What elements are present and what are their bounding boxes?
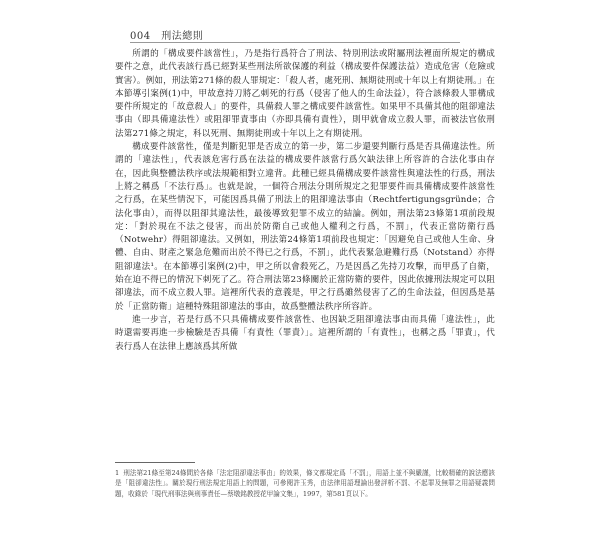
footnote xyxy=(115,468,495,499)
page-header xyxy=(130,27,203,42)
footnote-rule xyxy=(115,462,195,463)
page-number: 004 xyxy=(130,31,151,42)
paragraph-3: 進一步言，若是行爲不只具備構成要件該當性、也因缺乏阻卻違法事由而具備「違法性」，此時還需要再進一步檢驗是否具備「有責性（罪責）」。這裡所謂的「有責性」，也稱之爲「罪責」，代表行爲人在法律上應該爲其所做 xyxy=(115,314,495,352)
footnote-mark: 1 xyxy=(115,469,120,477)
paragraph-1: 所謂的「構成要件該當性」，乃是指行爲符合了刑法、特別刑法或附屬刑法裡面所規定的構成要件之意，此代表該行爲已經對某些刑法所欲保護的利益（構成要件保護法益）造成危害（危險或實害）。例如，刑法第271條的殺人罪規定：「殺人者，處死刑、無期徒刑或十年以上有期徒刑。」在本節導引案例(1)中，甲故意持刀將乙刺死的行爲（侵害了他人的生命法益），符合該條殺人罪構成要件所規定的「故意殺人」的要件，具備殺人罪之構成要件該當性。如果甲不具備其他的阻卻違法事由（即具備違法性）或阻卻罪責事由（亦即具備有責性），則甲就會成立殺人罪，而被法官依刑法第271條之規定，科以死刑、無期徒刑或十年以上之有期徒刑。 xyxy=(115,49,495,139)
body-text xyxy=(115,48,495,354)
header-rule xyxy=(130,42,460,43)
paragraph-2: 構成要件該當性，僅是判斷犯罪是否成立的第一步，第二步還要判斷行爲是否具備違法性。所謂的「違法性」，代表該危害行爲在法益的構成要件該當行爲欠缺法律上所容許的合法化事由存在，因此與整體法秩序或法規範相對立違背。此種已經具備構成要件該當性與違法性的行爲，刑法上將之稱爲「不法行爲」。也就是說，一個符合刑法分則所規定之犯罪要件而具備構成要件該當性之行爲，在某些情況下，可能因爲具備了刑法上的阻卻違法事由（Rechtfertigungsgründe；合法化事由），而得以阻卻其違法性，最後導致犯罪不成立的結論。例如，刑法第23條第1項前段規定：「對於現在不法之侵害，而出於防衛自己或他人權利之行爲，不罰」，代表正當防衛行爲（Notwehr）得阻卻違法。又例如，刑法第24條第1項前段也規定：「因避免自己或他人生命、身體、自由、財產之緊急危難而出於不得已之行爲，不罰」，此代表緊急避難行爲（Notstand）亦得阻卻違法¹。在本節導引案例(2)中，甲之所以會殺死乙，乃是因爲乙先持刀攻擊，而甲爲了自衛，始在迫不得已的情況下刺死了乙。符合刑法第23條關於正當防衛的要件，因此依據刑法規定可以阻卻違法，而不成立殺人罪。這裡所代表的意義是，甲之行爲雖然侵害了乙的生命法益，但因爲是基於「正當防衛」這種特殊阻卻違法的事由，故爲整體法秩序所容許。 xyxy=(115,142,495,312)
footnote-text: 刑法第21條至第24條間於各條「法定阻卻違法事由」的效果，條文都規定爲「不罰」，用語上並不與嚴謹，比較精確的說法應該是「阻卻違法性」。關於現行刑法規定用語上的問題，可參閱許玉秀，由法律用語理論出發評析不罰、不起罪及無罪之用語疑義問題，收錄於「現代刑事法與刑事責任—蔡墩銘教授花甲論文集」，1997，第581頁以下。 xyxy=(115,469,495,498)
section-title: 刑法總則 xyxy=(161,31,204,42)
